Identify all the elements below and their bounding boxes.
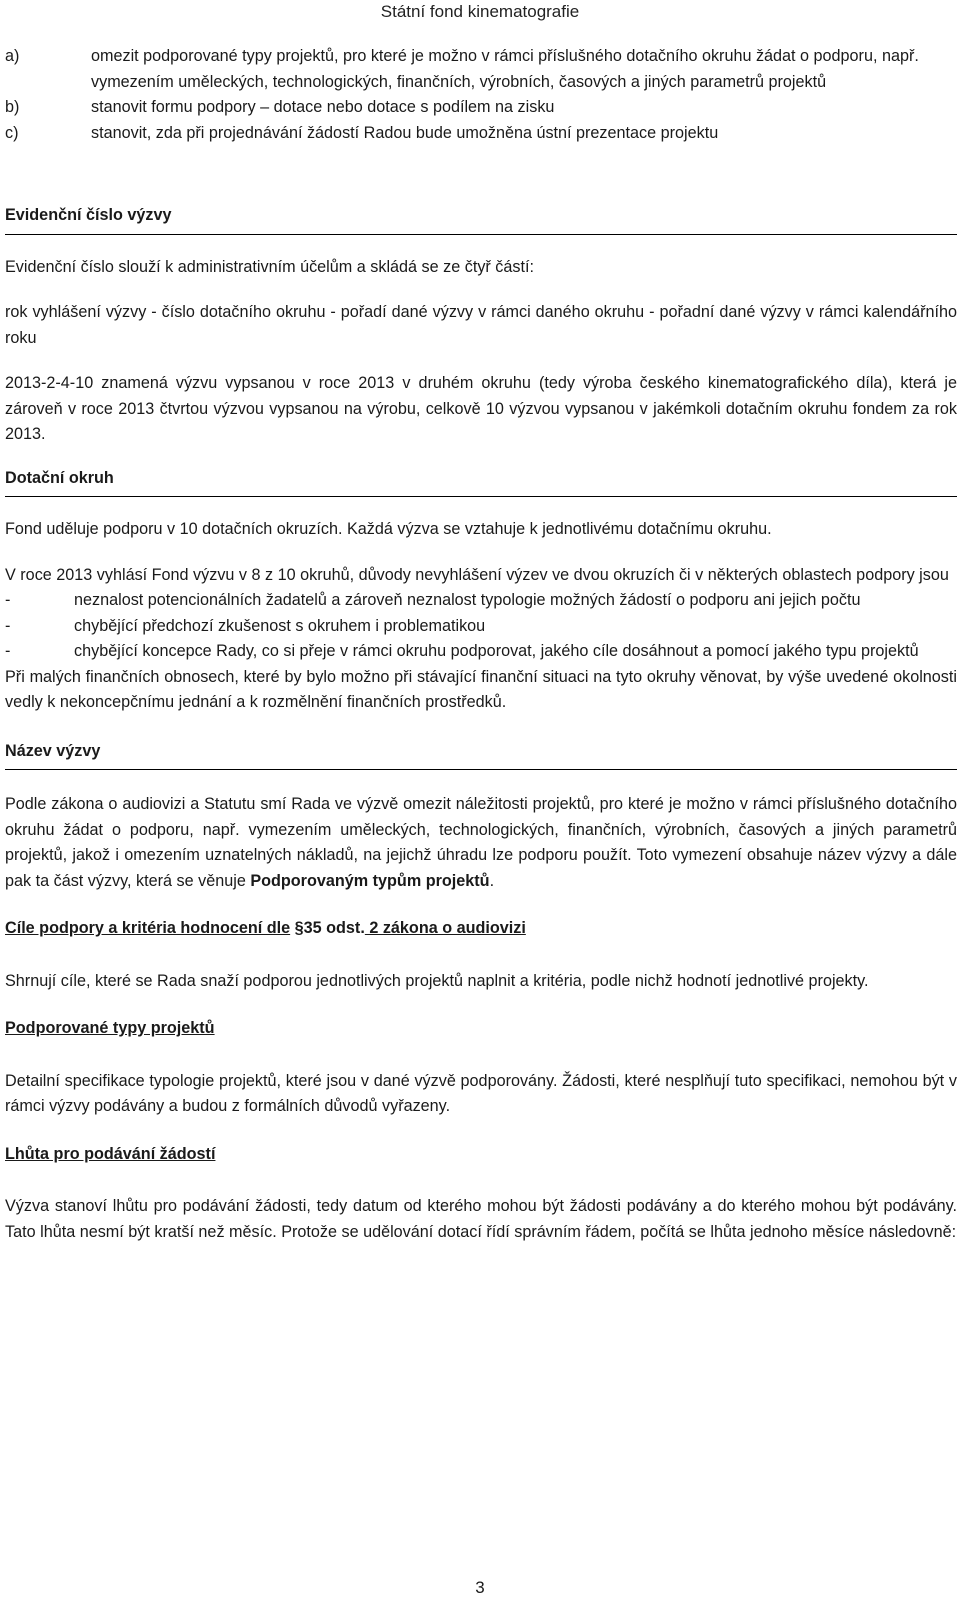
list-item-text: stanovit, zda při projednávání žádostí Radou bude umožněna ústní prezentace projektu <box>91 123 719 142</box>
section-heading-typy <box>5 1016 957 1047</box>
paragraph: Fond uděluje podporu v 10 dotačních okruzích. Každá výzva se vztahuje k jednotlivému dotačnímu okruhu. <box>5 520 772 538</box>
paragraph: 2013-2-4-10 znamená výzvu vypsanou v roce 2013 v druhém okruhu (tedy výroba českého kinematografického díla), která je zároveň v roce 2013 čtvrtou výzvou vypsanou na výrobu, celkově 10 výzvou vypsanou v jakémkoli dotačním okruhu fondem za rok 2013. <box>5 374 957 443</box>
list-item-text: omezit podporované typy projektů, pro které je možno v rámci příslušného dotačního okruhu žádat o podporu, např. vymezením uměleckých, technologických, finančních, výrobních, časových a jiných parametrů projektů <box>91 47 919 91</box>
list-marker: a) <box>5 47 20 65</box>
heading-text: Dotační okruh <box>5 468 114 487</box>
page-header-title: Státní fond kinematografie <box>380 2 580 21</box>
paragraph-text: Podle zákona o audiovizi a Statutu smí Rada ve výzvě omezit náležitosti projektů, pro které je možno v rámci příslušného dotačního okruhu žádat o podporu, např. vymezením uměleckých, technologických, finančních, výrobních, časových a jiných parametrů projektů, jakož i omezením uznatelných nákladů, na jejichž úhradu lze podporu použít. Toto vymezení obsahuje název výzvy a dále pak ta část výzvy, která se věnuje <box>5 795 957 890</box>
heading-text: Lhůta pro podávání žádostí <box>5 1144 216 1163</box>
paragraph: Výzva stanoví lhůtu pro podávání žádosti, tedy datum od kterého mohou být žádosti podávány a do kterého mohou být podávány. Tato lhůta nesmí být kratší než měsíc. Protože se udělování dotací řídí správním řádem, počítá se lhůta jednoho měsíce následovně: <box>5 1197 957 1241</box>
list-item <box>5 121 957 147</box>
heading-text: Podporované typy projektů <box>5 1019 215 1037</box>
paragraph: Evidenční číslo slouží k administrativním účelům a skládá se ze čtyř částí: <box>5 257 534 276</box>
reasons-list <box>5 588 957 665</box>
paragraph <box>5 792 957 894</box>
list-marker: - <box>5 616 11 635</box>
paragraph: rok vyhlášení výzvy - číslo dotačního okruhu - pořadí dané výzvy v rámci daného okruhu - pořadní dané výzvy v rámci kalendářního roku <box>5 303 957 347</box>
list-marker: b) <box>5 98 20 116</box>
list-item-text: chybějící předchozí zkušenost s okruhem i problematikou <box>74 616 486 635</box>
list-item <box>5 639 957 665</box>
list-item <box>5 95 957 121</box>
list-item <box>5 588 957 614</box>
list-marker: c) <box>5 123 19 142</box>
list-item-text: stanovit formu podpory – dotace nebo dotace s podílem na zisku <box>91 98 555 116</box>
section-heading-okruh <box>5 466 957 498</box>
list-item-text: neznalost potencionálních žadatelů a zároveň neznalost typologie možných žádostí o podporu ani jejich počtu <box>74 591 861 609</box>
section-heading-lhuta <box>5 1142 957 1173</box>
list-marker: - <box>5 642 11 660</box>
paragraph: V roce 2013 vyhlásí Fond výzvu v 8 z 10 okruhů, důvody nevyhlášení výzev ve dvou okruzích či v některých oblastech podpory jsou <box>5 565 949 584</box>
section-heading-nazev <box>5 739 957 771</box>
paragraph: Při malých finančních obnosech, které by bylo možno při stávající finanční situaci na tyto okruhy věnovat, by výše uvedené okolnosti vedly k nekoncepčnímu jednání a k rozmělnění finančních prostředků. <box>5 667 957 711</box>
list-item <box>5 614 957 640</box>
heading-text: Evidenční číslo výzvy <box>5 206 172 224</box>
paragraph: Shrnují cíle, které se Rada snaží podporou jednotlivých projektů naplnit a kritéria, podle nichž hodnotí jednotlivé projekty. <box>5 971 869 990</box>
heading-text: Název výzvy <box>5 741 101 760</box>
paragraph: Detailní specifikace typologie projektů, které jsou v dané výzvě podporovány. Žádosti, které nesplňují tuto specifikaci, nemohou být v rámci výzvy podávány a budou z formálních důvodů vyřazeny. <box>5 1071 957 1115</box>
intro-list <box>5 44 957 146</box>
bold-term: Podporovaným typům projektů <box>250 871 490 890</box>
paragraph-text: . <box>489 871 495 890</box>
heading-text: Cíle podpory a kritéria hodnocení dle <box>5 919 291 937</box>
list-marker: - <box>5 591 11 609</box>
page-number: 3 <box>475 1578 485 1597</box>
list-item <box>5 44 957 95</box>
list-item-text: chybějící koncepce Rady, co si přeje v rámci okruhu podporovat, jakého cíle dosáhnout a pomocí jakého typu projektů <box>74 642 919 660</box>
section-heading-cile <box>5 916 957 947</box>
document-body <box>5 44 957 1245</box>
section-heading-evidencni <box>5 203 957 235</box>
heading-text: §35 odst. <box>294 919 365 937</box>
heading-text: 2 zákona o audiovizi <box>364 919 526 937</box>
